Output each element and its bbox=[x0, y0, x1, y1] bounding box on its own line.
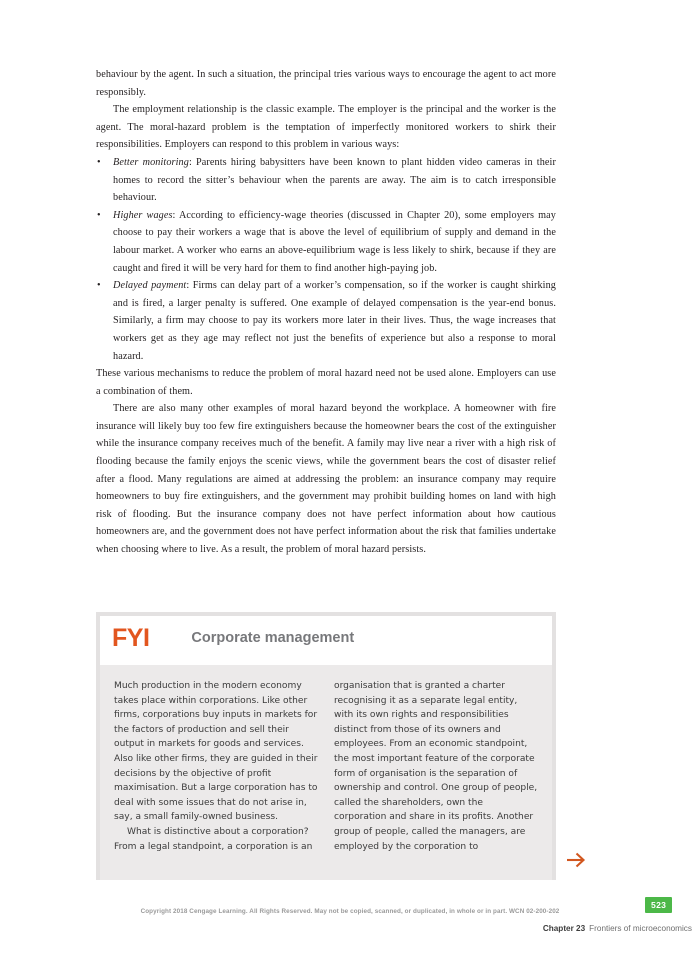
paragraph-continuation: behaviour by the agent. In such a situation, the principal tries various ways to encourage the agent to act more responsibly. bbox=[96, 69, 556, 98]
list-item bbox=[96, 207, 556, 277]
page-body-content bbox=[96, 66, 556, 559]
list-item bbox=[96, 154, 556, 207]
arrow-right-icon bbox=[563, 847, 589, 873]
page-number-badge: 523 bbox=[645, 897, 672, 913]
chapter-title: Frontiers of microeconomics bbox=[589, 924, 692, 933]
fyi-box-body bbox=[100, 665, 552, 880]
fyi-right-paragraph-1: organisation that is granted a charter recognising it as a separate legal entity, with its own rights and responsibilities distinct from those of its owners and employees. From an economic standpoint, the most important feature of the corporate form of organisation is the separation of ownership and control. One group of people, called the shareholders, own the corporation and share in its profits. Another group of people, called the managers, are employed by the corporation to bbox=[334, 681, 538, 852]
fyi-left-paragraph-2: What is distinctive about a corporation? From a legal standpoint, a corporation is an bbox=[114, 826, 313, 852]
bullet-lead-in: Delayed payment bbox=[113, 280, 187, 292]
moral-hazard-response-list bbox=[96, 154, 556, 365]
bullet-marker: • bbox=[97, 280, 101, 292]
bullet-marker: • bbox=[97, 209, 101, 221]
bullet-lead-in: Higher wages bbox=[113, 209, 173, 221]
bullet-text: : Parents hiring babysitters have been known to plant hidden video cameras in their homes to record the sitter’s behaviour when the parents are away. The aim is to catch irresponsible behaviour. bbox=[113, 156, 556, 204]
bullet-text: : Firms can delay part of a worker’s compensation, so if the worker is caught shirking and is fired, a larger penalty is suffered. One example of delayed compensation is the year-end bonus. Similarly, a firm may choose to pay its workers more later in their lives. Thus, the wage increases that workers get as they age may reflect not just the benefits of experience but also a response to moral hazard. bbox=[113, 280, 556, 362]
bullet-lead-in: Better monitoring bbox=[113, 156, 189, 168]
chapter-footer bbox=[543, 924, 692, 933]
fyi-label: FYI bbox=[112, 623, 150, 652]
fyi-box-title: Corporate management bbox=[191, 629, 355, 646]
fyi-feature-box bbox=[96, 612, 556, 880]
chapter-label: Chapter 23 bbox=[542, 924, 586, 933]
paragraph-employment-relationship: The employment relationship is the classic example. The employer is the principal and the worker is the agent. The moral-hazard problem is the temptation of imperfectly monitored workers to shirk their responsibilities. Employers can respond to this problem in various ways: bbox=[96, 104, 556, 151]
list-item bbox=[96, 277, 556, 365]
paragraph-mechanisms-combination: These various mechanisms to reduce the problem of moral hazard need not be used alone. Employers can use a combination of them. bbox=[96, 368, 556, 397]
paragraph-other-examples: There are also many other examples of moral hazard beyond the workplace. A homeowner with fire insurance will likely buy too few fire extinguishers because the homeowner bears the cost of the extinguisher while the insurance company receives much of the benefit. A family may live near a river with a high risk of flooding because the family enjoys the scenic views, while the government bears the cost of disaster relief after a flood. Many regulations are aimed at addressing the problem: an insurance company may require homeowners to buy fire extinguishers, and the government may prohibit building homes on land with high risk of flooding. But the insurance company does not have perfect information about how cautious homeowners are, and the government does not have perfect information about the risk that families undertake when choosing where to live. As a result, the problem of moral hazard persists. bbox=[96, 403, 556, 556]
fyi-box-header bbox=[100, 616, 552, 660]
bullet-marker: • bbox=[97, 156, 101, 168]
fyi-left-paragraph-1: Much production in the modern economy takes place within corporations. Like other firms, corporations buy inputs in markets for the factors of production and sell their output in markets for goods and services. Also like other firms, they are guided in their decisions by the objective of profit maximisation. But a large corporation has to deal with some issues that do not arise in, say, a small family-owned business. bbox=[114, 681, 318, 823]
bullet-text: : According to efficiency-wage theories (discussed in Chapter 20), some employers may choose to pay their workers a wage that is above the level of equilibrium of supply and demand in the labour market. A worker who earns an above-equilibrium wage is less likely to shirk, because if they are caught and fired it will be very hard for them to find another high-paying job. bbox=[113, 209, 556, 274]
fyi-right-column bbox=[334, 679, 538, 854]
fyi-left-column bbox=[114, 679, 318, 854]
copyright-notice: Copyright 2018 Cengage Learning. All Rights Reserved. May not be copied, scanned, or duplicated, in whole or in part. WCN 02-200-202 bbox=[140, 908, 560, 915]
